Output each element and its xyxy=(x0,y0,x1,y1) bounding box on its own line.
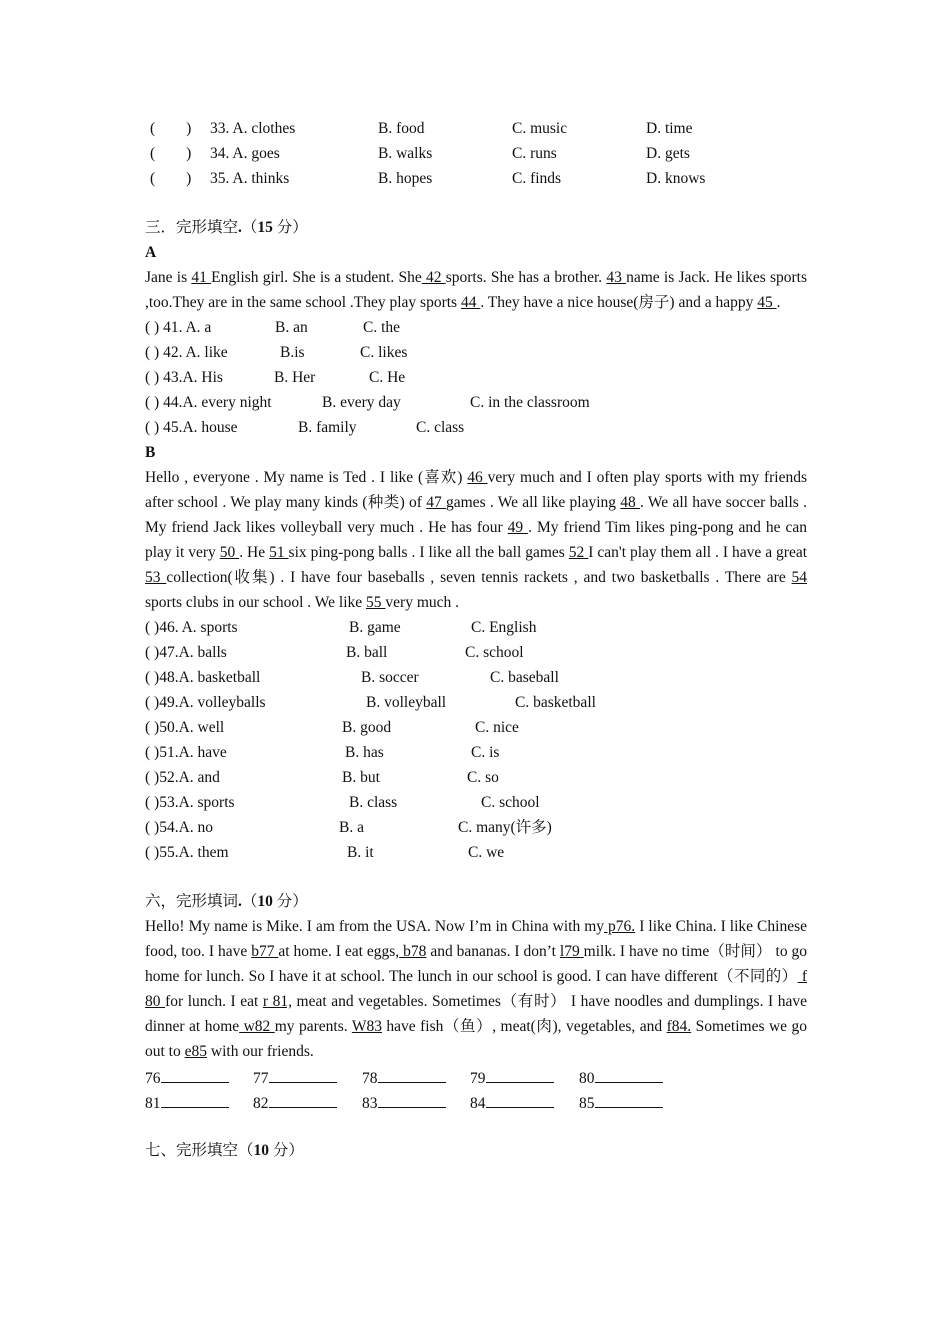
option-a: 35. A. thinks xyxy=(210,170,290,187)
part-a-passage: Jane is 41 English girl. She is a student. She 42 sports. She has a brother. 43 name is Jack. He likes sports ,too.They are in the same school .They play sports 44 . They have a nice house(房子) and a happy 45 . xyxy=(145,269,808,311)
option-d: D. gets xyxy=(646,145,690,162)
blank-55[interactable]: 55 xyxy=(366,594,386,611)
option-c: C. runs xyxy=(512,145,557,162)
section-3-heading: 三．完形填空.（15 分） xyxy=(145,219,308,236)
blank-46[interactable]: 46 xyxy=(467,469,488,486)
blank-83[interactable]: W83 xyxy=(351,1018,382,1035)
answer-blanks-row: 76 77 78 79 80 xyxy=(145,1064,807,1089)
option-row: ( )47.A. balls B. ball C. school xyxy=(145,644,524,661)
section-7-heading: 七、完形填空（10 分） xyxy=(145,1142,304,1159)
answer-line[interactable] xyxy=(486,1064,554,1083)
option-row: ( )48.A. basketball B. soccer C. baseball xyxy=(145,669,559,686)
blank-51[interactable]: 51 xyxy=(269,544,289,561)
answer-paren[interactable]: ( ) xyxy=(150,120,192,137)
blank-78[interactable]: b78 xyxy=(399,943,427,960)
answer-line[interactable] xyxy=(161,1089,229,1108)
option-a: 33. A. clothes xyxy=(210,120,296,137)
option-row: ( ) 42. A. like B.is C. likes xyxy=(145,344,408,361)
blank-48[interactable]: 48 xyxy=(620,494,641,511)
option-row: ( ) 44.A. every night B. every day C. in the classroom xyxy=(145,394,590,411)
answer-line[interactable] xyxy=(378,1089,446,1108)
answer-paren[interactable]: ( ) xyxy=(150,145,192,162)
blank-42[interactable]: 42 xyxy=(421,269,446,286)
blank-81[interactable]: r 81, xyxy=(262,993,292,1010)
option-c: C. music xyxy=(512,120,568,137)
blank-84[interactable]: f84. xyxy=(666,1018,692,1035)
blank-49[interactable]: 49 xyxy=(507,519,529,536)
section-6-heading: 六，完形填词.（10 分） xyxy=(145,893,308,910)
option-row: ( )51.A. have B. has C. is xyxy=(145,744,500,761)
option-row: ( ) 43.A. His B. Her C. He xyxy=(145,369,406,386)
part-b-label: B xyxy=(145,444,156,461)
option-c: C. finds xyxy=(512,170,562,187)
answer-line[interactable] xyxy=(595,1064,663,1083)
mc-row xyxy=(145,166,807,191)
part-b-options xyxy=(145,615,807,865)
answer-line[interactable] xyxy=(269,1089,337,1108)
blank-79[interactable]: l79 xyxy=(559,943,584,960)
option-b: B. walks xyxy=(378,145,433,162)
blank-45[interactable]: 45 xyxy=(757,294,777,311)
mc-top-block xyxy=(145,116,807,191)
answer-paren[interactable]: ( ) xyxy=(150,170,192,187)
blank-41[interactable]: 41 xyxy=(191,269,212,286)
blank-85[interactable]: e85 xyxy=(184,1043,208,1060)
option-row: ( )46. A. sports B. game C. English xyxy=(145,619,537,636)
blank-77[interactable]: b77 xyxy=(251,943,279,960)
blank-80[interactable]: f 80 xyxy=(145,968,807,1010)
answer-line[interactable] xyxy=(161,1064,229,1083)
mc-row xyxy=(145,116,807,141)
answer-line[interactable] xyxy=(378,1064,446,1083)
option-a: 34. A. goes xyxy=(210,145,280,162)
blank-50[interactable]: 50 xyxy=(219,544,240,561)
blank-52[interactable]: 52 xyxy=(568,544,589,561)
part-a-label: A xyxy=(145,244,157,261)
exam-page xyxy=(145,116,807,1163)
answer-line[interactable] xyxy=(486,1089,554,1108)
blank-76[interactable]: p76. xyxy=(604,918,636,935)
option-row: ( )53.A. sports B. class C. school xyxy=(145,794,540,811)
section-6-passage: Hello! My name is Mike. I am from the USA. Now I’m in China with my p76. I like China. I like Chinese food, too. I have b77 at home. I eat eggs, b78 and bananas. I don’t l79 milk. I have no time（时间） to go home for lunch. So I have it at school. The lunch in our school is good. I can have different（不同的） f 80 for lunch. I eat r 81, meat and vegetables. Sometimes（有时） I have noodles and dumplings. I have dinner at home w82 my parents. W83 have fish（鱼）, meat(肉), vegetables, and f84. Sometimes we go out to e85 with our friends. xyxy=(145,918,808,1060)
option-row: ( ) 45.A. house B. family C. class xyxy=(145,419,465,436)
answer-blanks-row: 81 82 83 84 85 xyxy=(145,1089,807,1114)
option-row: ( )54.A. no B. a C. many(许多) xyxy=(145,819,552,836)
option-row: ( )52.A. and B. but C. so xyxy=(145,769,499,786)
blank-43[interactable]: 43 xyxy=(606,269,627,286)
blank-82[interactable]: w82 xyxy=(239,1018,275,1035)
option-row: ( )50.A. well B. good C. nice xyxy=(145,719,519,736)
blank-44[interactable]: 44 xyxy=(460,294,481,311)
answer-line[interactable] xyxy=(269,1064,337,1083)
answer-line[interactable] xyxy=(595,1089,663,1108)
mc-row xyxy=(145,141,807,166)
option-row: ( )49.A. volleyballs B. volleyball C. basketball xyxy=(145,694,596,711)
blank-47[interactable]: 47 xyxy=(426,494,446,511)
option-b: B. food xyxy=(378,120,425,137)
blank-54[interactable]: 54 xyxy=(791,569,808,586)
option-row: ( ) 41. A. a B. an C. the xyxy=(145,319,401,336)
part-a-options xyxy=(145,315,807,440)
option-d: D. time xyxy=(646,120,693,137)
blank-53[interactable]: 53 xyxy=(145,569,167,586)
option-b: B. hopes xyxy=(378,170,433,187)
option-row: ( )55.A. them B. it C. we xyxy=(145,844,505,861)
option-d: D. knows xyxy=(646,170,706,187)
part-b-passage: Hello , everyone . My name is Ted . I like (喜欢) 46 very much and I often play sports with my friends after school . We play many kinds (种类) of 47 games . We all like playing 48 . We all have soccer balls . My friend Jack likes volleyball very much . He has four 49 . My friend Tim likes ping-pong and he can play it very 50 . He 51 six ping-pong balls . I like all the ball games 52 I can't play them all . I have a great 53 collection(收集) . I have four baseballs , seven tennis rackets , and two basketballs . There are 54 sports clubs in our school . We like 55 very much . xyxy=(145,469,808,611)
